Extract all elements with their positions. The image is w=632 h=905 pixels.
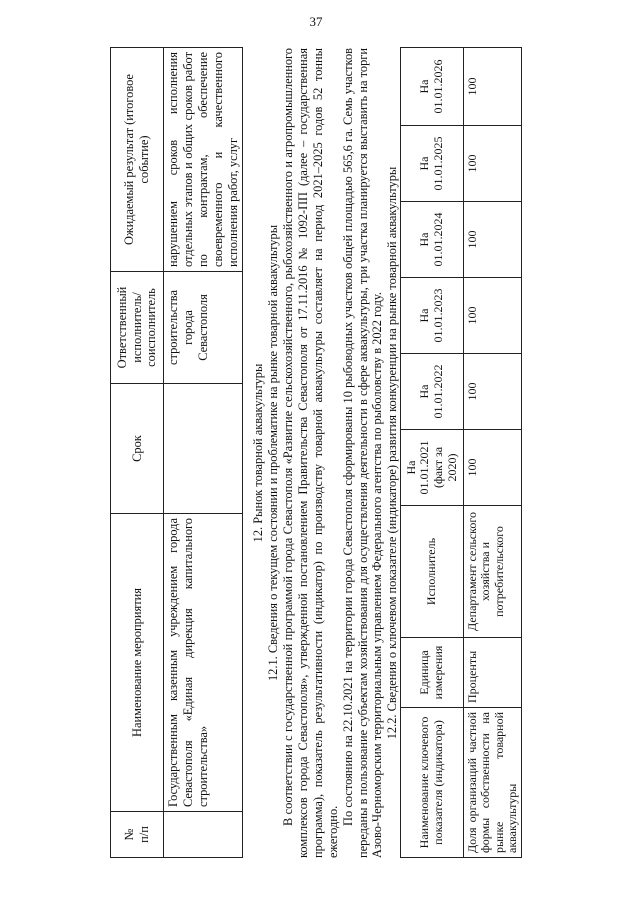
header-indicator: Наименование ключевого показателя (индикатора) [401,708,464,858]
cell-measure-name: Государственным казенным учреждением города Севастополя «Единая дирекция капитального строительства» [164,514,243,812]
page-number: 37 [309,14,323,29]
cell-value-2026: 100 [464,48,522,126]
subsection-2-title: 12.2. Сведения о ключевом показателе (индикаторе) развития конкуренции на рынке товарной аквакультуры [385,166,400,740]
cell-term [164,384,243,514]
cell-num [164,812,243,858]
cell-result: нарушением сроков исполнения отдельных этапов и общих сроков работ по контрактам, обеспечение своевременного и качественного исполнения работ, услуг [164,48,243,272]
header-result: Ожидаемый результат (итоговое событие) [111,48,164,272]
rotated-page-content [110,48,590,858]
section-title: 12. Рынок товарной аквакультуры [251,363,266,543]
measures-table [110,47,243,858]
header-2026: На 01.01.2026 [401,48,464,126]
paragraph-1: В соответствии с государственной программой города Севастополя «Развитие сельскохозяйственного, рыбохозяйственного и агропромышленного комплексов города Севастополя», утвержденной постановлением Правительства Севастополя от 17.11.2016 № 1092-ПП (далее – государственная программа), показатель результативности (индикатор) по производству товарной аквакультуры составляет на период 2021–2025 годов 52 тонны ежегодно. [281,48,340,858]
indicator-table [400,47,522,858]
cell-value-2021: 100 [464,430,522,506]
cell-value-2025: 100 [464,126,522,202]
cell-executor: строительства города Севастополя [164,272,243,384]
table-row [464,48,522,858]
header-executor: Ответственный исполнитель/ соисполнитель [111,272,164,384]
cell-executor: Департамент сельского хозяйства и потребительского [464,506,522,638]
header-2024: На 01.01.2024 [401,202,464,278]
cell-value-2024: 100 [464,202,522,278]
cell-value-2023: 100 [464,278,522,354]
header-executor: Исполнитель [401,506,464,638]
header-2023: На 01.01.2023 [401,278,464,354]
header-unit: Единица измерения [401,638,464,708]
header-measure-name: Наименование мероприятия [111,514,164,812]
header-num: № п/п [111,812,164,858]
indicator-table-header [401,48,464,858]
subsection-1-title: 12.1. Сведения о текущем состоянии и проблематике на рынке товарной аквакультуры [266,224,281,682]
measures-table-header [111,48,164,858]
table-row [164,48,243,858]
header-term: Срок [111,384,164,514]
cell-value-2022: 100 [464,354,522,430]
header-2025: На 01.01.2025 [401,126,464,202]
cell-indicator: Доля организаций частной формы собственности на рынке товарной аквакультуры [464,708,522,858]
header-2022: На 01.01.2022 [401,354,464,430]
header-2021: На 01.01.2021 (факт за 2020) [401,430,464,506]
paragraph-2: По состоянию на 22.10.2021 на территории города Севастополя сформированы 10 рыбоводных участков общей площадью 565,6 га. Семь участков переданы в пользование субъектам хозяйствования для осуществления деятельности в сфере аквакультуры, три участка планируется выставить на торги Азово-Черноморским территориальным управлением Федерального агентства по рыболовству в 2022 году. [340,48,385,858]
cell-unit: Проценты [464,638,522,708]
